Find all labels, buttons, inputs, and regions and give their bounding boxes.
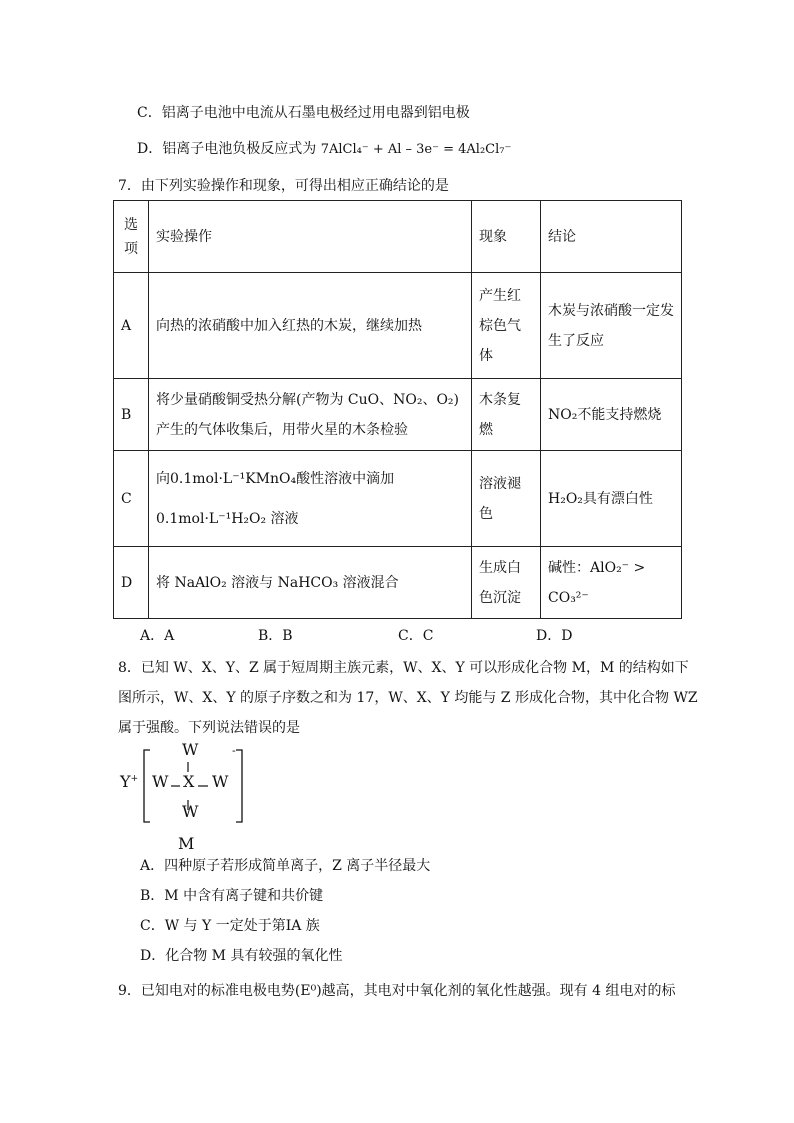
q7-table [113, 200, 682, 619]
table-row [114, 379, 682, 451]
row-d-phenomenon: 生成白色沉淀 [472, 547, 541, 619]
q8-option-d: D．化合物 M 具有较强的氧化性 [140, 948, 343, 964]
q9-stem: 9．已知电对的标准电极电势(E⁰)越高，其电对中氧化剂的氧化性越强。现有 4 组电对的标 [118, 983, 676, 999]
ligand-w-bottom: W [182, 802, 199, 821]
table-row [114, 547, 682, 619]
q8-stem-line2: 图所示，W、X、Y 的原子序数之和为 17，W、X、Y 均能与 Z 形成化合物，其中化合物 WZ [118, 690, 698, 706]
q7-option-d: D．D [536, 628, 573, 644]
row-a-option: A [114, 273, 149, 379]
row-d-operation: 将 NaAlO₂ 溶液与 NaHCO₃ 溶液混合 [149, 547, 472, 619]
structure-label: M [178, 834, 195, 853]
ligand-w-top: W [182, 740, 199, 759]
row-c-operation-line1: 向0.1mol·L⁻¹KMnO₄酸性溶液中滴加 [156, 470, 395, 487]
row-b-operation: 将少量硝酸铜受热分解(产物为 CuO、NO₂、O₂)产生的气体收集后，用带火星的木条检验 [149, 379, 472, 451]
q7-options [140, 626, 572, 646]
row-b-phenomenon: 木条复燃 [472, 379, 541, 451]
q7-stem: 7．由下列实验操作和现象，可得出相应正确结论的是 [118, 178, 449, 194]
table-header-row [114, 201, 682, 273]
header-operation: 实验操作 [149, 201, 472, 273]
header-conclusion: 结论 [541, 201, 682, 273]
row-c-operation-line2: 0.1mol·L⁻¹H₂O₂ 溶液 [156, 510, 299, 527]
q7-option-a: A．A [140, 628, 175, 644]
q8-option-c: C．W 与 Y 一定处于第ⅠA 族 [140, 918, 320, 934]
header-phenomenon: 现象 [472, 201, 541, 273]
row-c-phenomenon: 溶液褪色 [472, 451, 541, 547]
cation-y: Y+ [120, 772, 139, 791]
ligand-w-left: W [152, 772, 169, 791]
q6-option-d-equation: 7AlCl₄⁻ + Al – 3e⁻ = 4Al₂Cl₇⁻ [320, 142, 512, 157]
row-c-option: C [114, 451, 149, 547]
row-c-conclusion: H₂O₂具有漂白性 [541, 451, 682, 547]
row-a-phenomenon: 产生红棕色气体 [472, 273, 541, 379]
q7-option-c: C．C [398, 628, 434, 644]
structure-m-diagram [120, 742, 260, 852]
q6-option-c: C．铝离子电池中电流从石墨电极经过用电器到铝电极 [137, 105, 470, 121]
q8-option-b: B．M 中含有离子键和共价键 [140, 888, 324, 904]
row-b-conclusion: NO₂不能支持燃烧 [541, 379, 682, 451]
q7-option-b: B．B [258, 628, 293, 644]
q6-option-d-prefix: D．铝离子电池负极反应式为 [137, 141, 317, 157]
charge-minus: - [232, 744, 236, 757]
row-a-conclusion: 木炭与浓硝酸一定发生了反应 [541, 273, 682, 379]
row-d-conclusion: 碱性：AlO₂⁻ > CO₃²⁻ [541, 547, 682, 619]
ligand-w-right: W [212, 772, 229, 791]
center-x: X [183, 772, 195, 791]
q8-option-a: A．四种原子若形成简单离子，Z 离子半径最大 [140, 858, 431, 874]
header-option: 选项 [114, 201, 149, 273]
row-a-operation: 向热的浓硝酸中加入红热的木炭，继续加热 [149, 273, 472, 379]
q6-option-d [137, 139, 511, 160]
q8-stem-line1: 8．已知 W、X、Y、Z 属于短周期主族元素，W、X、Y 可以形成化合物 M，M 的结构如下 [118, 660, 689, 676]
row-b-option: B [114, 379, 149, 451]
row-c-operation [149, 451, 472, 547]
row-d-option: D [114, 547, 149, 619]
q8-stem-line3: 属于强酸。下列说法错误的是 [118, 720, 300, 736]
table-row [114, 273, 682, 379]
table-row [114, 451, 682, 547]
